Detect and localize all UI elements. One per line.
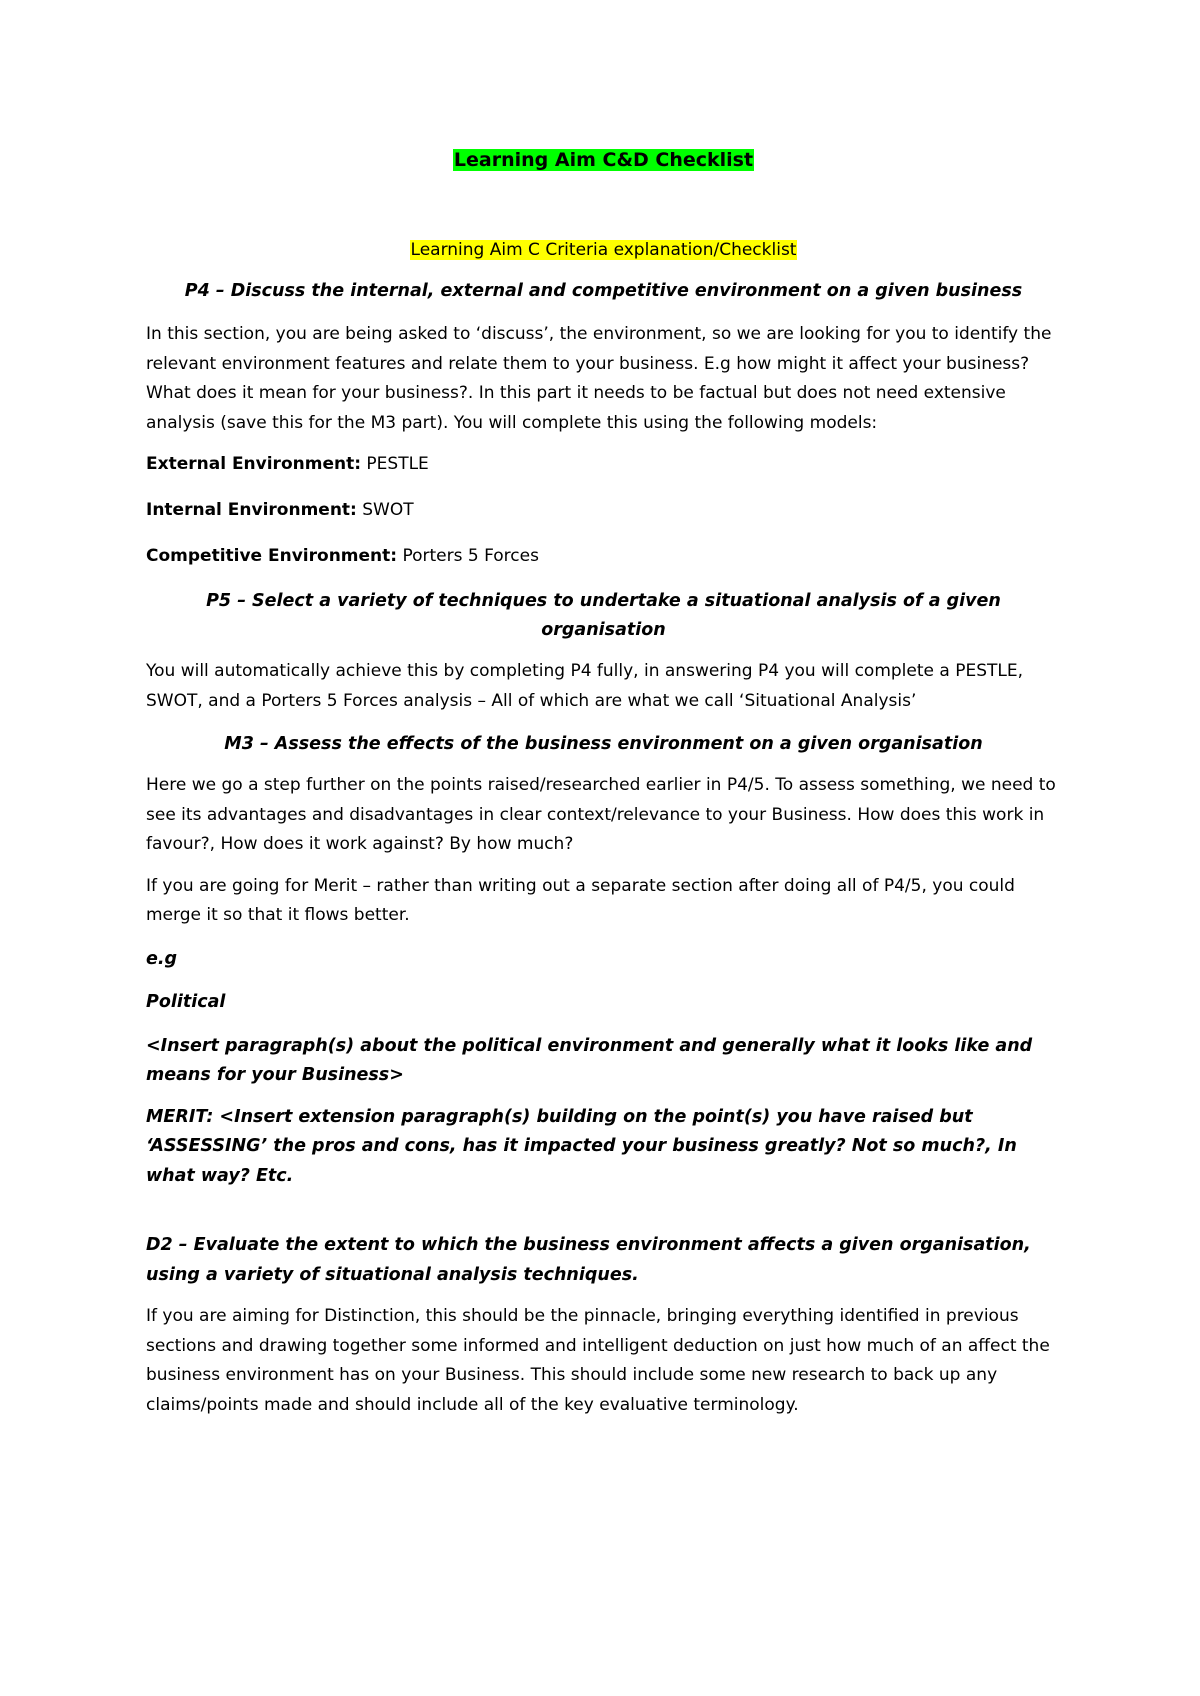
model-competitive (146, 542, 1061, 571)
p4-body: In this section, you are being asked to ‘discuss’, the environment, so we are looking for you to identify the relevant environment features and relate them to your business. E.g how might it affect your business? What does it mean for your business?. In this part it needs to be factual but does not need extensive analysis (save this for the M3 part). You will complete this using the following models: (146, 324, 1052, 433)
p4-heading: P4 – Discuss the internal, external and competitive environment on a given business (184, 281, 1023, 301)
document-body (146, 146, 1061, 1420)
p5-heading: P5 – Select a variety of techniques to undertake a situational analysis of a given organisation (206, 591, 1001, 640)
model-external-label: External Environment: (146, 454, 361, 474)
model-competitive-label: Competitive Environment: (146, 546, 398, 566)
model-internal-label: Internal Environment: (146, 500, 357, 520)
example-merit: MERIT: <Insert extension paragraph(s) building on the point(s) you have raised but ‘ASSESSING’ the pros and cons, has it impacted your business greatly? Not so much?, In what way? Etc. (146, 1106, 1017, 1186)
example-heading: Political (146, 992, 226, 1012)
model-internal (146, 496, 1061, 525)
d2-heading: D2 – Evaluate the extent to which the business environment affects a given organisation, using a variety of situational analysis techniques. (146, 1235, 1031, 1285)
subtitle-line (146, 237, 1061, 263)
model-external (146, 450, 1061, 479)
p5-body: You will automatically achieve this by completing P4 fully, in answering P4 you will complete a PESTLE, SWOT, and a Porters 5 Forces analysis – All of which are what we call ‘Situational Analysis’ (146, 661, 1023, 711)
model-competitive-value: Porters 5 Forces (397, 546, 539, 566)
example-label: e.g (146, 948, 178, 969)
d2-body: If you are aiming for Distinction, this should be the pinnacle, bringing everything identified in previous sections and drawing together some informed and intelligent deduction on just how much of an affect the business environment has on your Business. This should include some new research to back up any claims/points made and should include all of the key evaluative terminology. (146, 1306, 1050, 1415)
model-internal-value: SWOT (356, 500, 414, 520)
example-insert: <Insert paragraph(s) about the political environment and generally what it looks like and means for your Business> (146, 1035, 1033, 1085)
model-external-value: PESTLE (361, 454, 429, 474)
m3-body-2: If you are going for Merit – rather than writing out a separate section after doing all of P4/5, you could merge it so that it flows better. (146, 875, 1015, 925)
m3-heading: M3 – Assess the effects of the business environment on a given organisation (224, 734, 983, 754)
m3-body-1: Here we go a step further on the points raised/researched earlier in P4/5. To assess something, we need to see its advantages and disadvantages in clear context/relevance to your Business. How does this work in favour?, How does it work against? By how much? (146, 775, 1056, 854)
document-title: Learning Aim C&D Checklist (453, 149, 754, 171)
document-subtitle: Learning Aim C Criteria explanation/Checklist (410, 240, 797, 260)
title-line (146, 146, 1061, 174)
